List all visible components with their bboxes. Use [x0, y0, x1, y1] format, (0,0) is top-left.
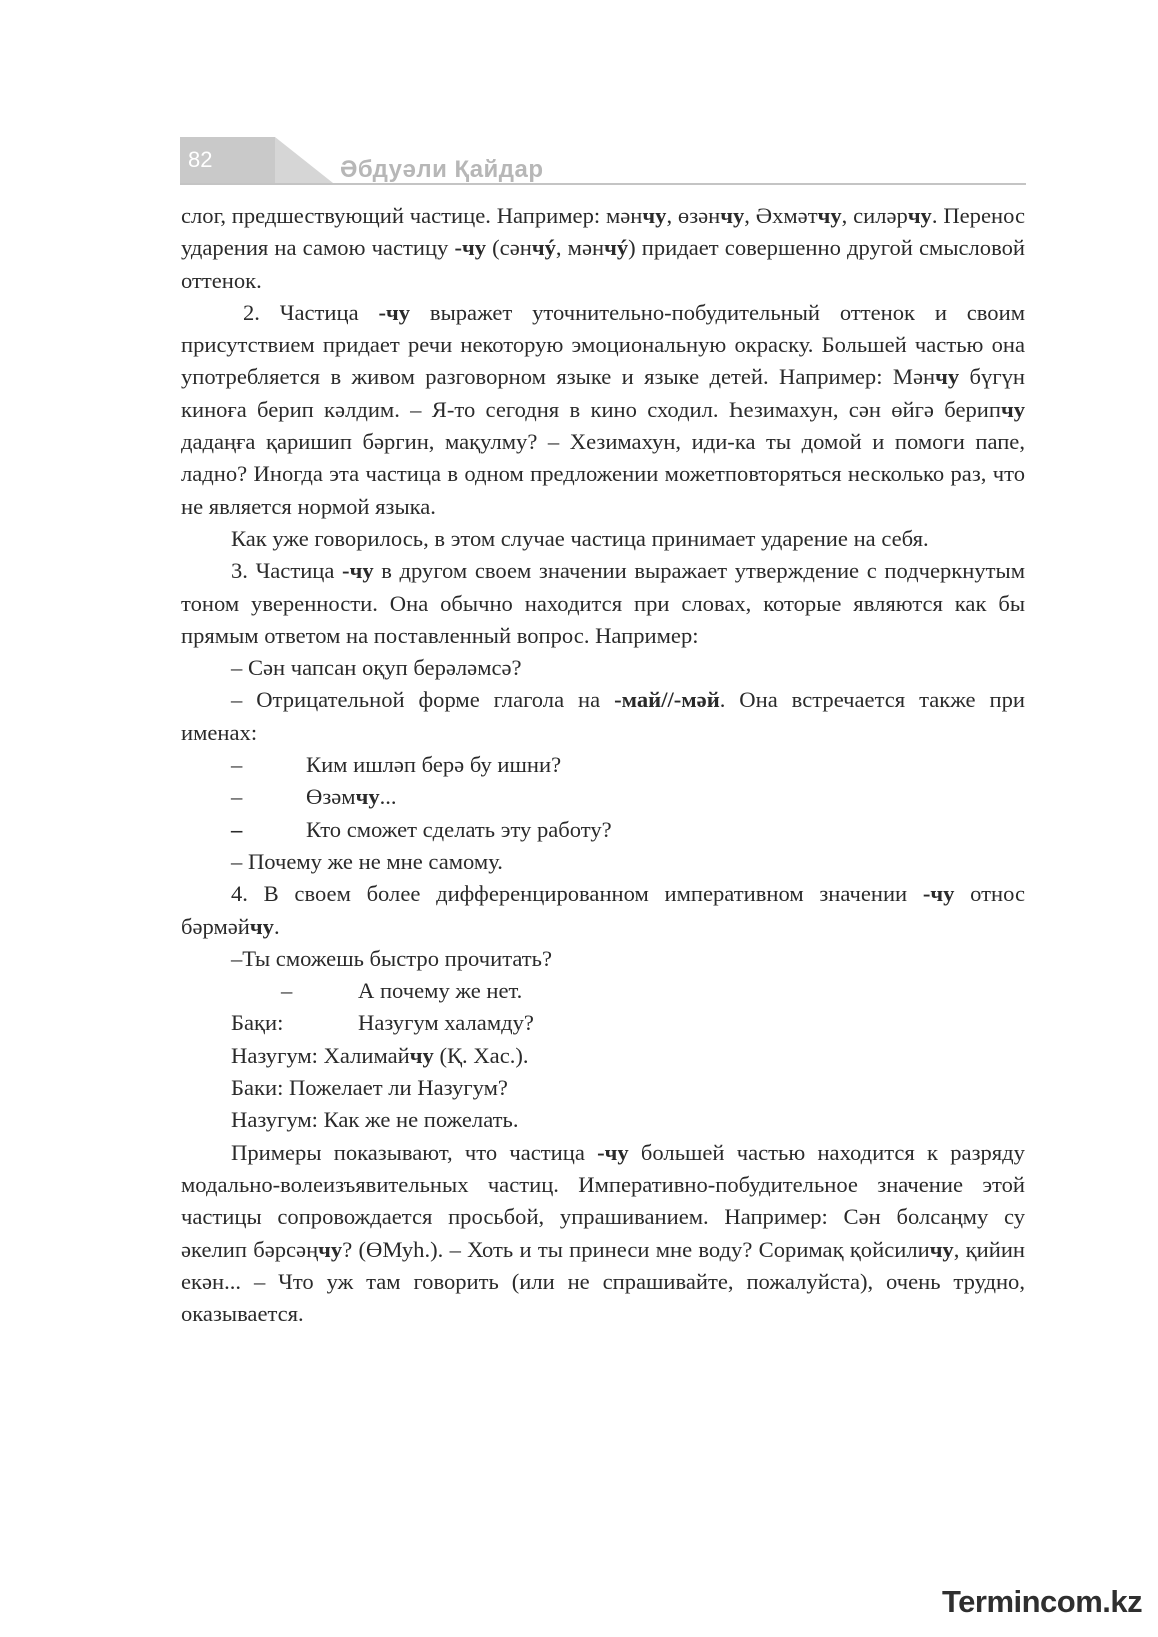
paragraph-2: 2. Частица -чу выражет уточнительно-побудительный оттенок и своим присутствием придает речи некоторую эмоциональную окраску. Большей частью она употребляется в живом разговорном языке и языке детей. Например: Мәнчу бүгүн киноға берип кәлдим. – Я-то сегодня в кино сходил. Һезимахун, сән өйгә берипчу дадаңға қаришип бәргин, мақулму? – Хезимахун, иди-ка ты домой и помоги папе, ладно? Иногда эта частица в одном предложении можетповторяться несколько раз, что не является нормой языка.: [181, 299, 1025, 519]
watermark: [942, 1584, 1142, 1620]
emphasis: -чу: [454, 235, 487, 261]
emphasis: чу: [907, 203, 932, 228]
emphasis: чу: [318, 1236, 343, 1262]
watermark-text: Termincom.kz: [942, 1584, 1143, 1619]
emphasis: чу: [817, 203, 842, 228]
dialogue-text: А почему же нет.: [358, 978, 523, 1004]
paragraph-4: 3. Частица -чу в другом своем значении выражает утверждение с подчеркнутым тоном уверенности. Она обычно находится при словах, которые являются как бы прямым ответом на поставленный вопрос. Например:: [181, 558, 1026, 648]
dialogue-text: Ким ишләп берә бу ишни?: [306, 752, 562, 778]
page-number: 82: [188, 147, 213, 172]
emphasis: чу: [929, 1236, 954, 1262]
paragraph-6: Примеры показывают, что частица -чу большей частью находится к разряду модально-волеизъявительных частиц. Императивно-побудительное значение этой частицы сопровождается просьбой, упрашиванием. Например: Сән болсаңму су әкелип бәрсәңчу? (ӨМуһ.). – Хоть и ты принеси мне воду? Соримақ қойсиличу, қийин екән... – Что уж там говорить (или не спрашивайте, пожалуйста), очень трудно, оказывается.: [181, 1139, 1025, 1327]
page-number-tab: [180, 137, 275, 183]
emphasis: -май//-мәй: [614, 687, 720, 713]
dialogue-answer: – Почему же не мне самому.: [231, 848, 503, 874]
dialogue-dash: –: [231, 784, 243, 810]
emphasis: -чу: [922, 881, 955, 907]
dialogue-line-5: [181, 1007, 1025, 1039]
emphasis: чу: [249, 913, 274, 939]
dialogue-line-4: [181, 975, 1025, 1007]
emphasis: -чу: [378, 299, 411, 325]
emphasis: чý: [531, 235, 556, 261]
dialogue-dash: –: [231, 816, 243, 842]
paragraph-3: Как уже говорилось, в этом случае частица принимает ударение на себя.: [231, 525, 929, 551]
paragraph-5: 4. В своем более дифференцированном императивном значении -чу относ бәрмәйчу.: [181, 881, 1025, 939]
paragraph-1: слог, предшествующий частице. Например: мәнчу, өзәнчу, Әхмәтчу, силәрчу. Перенос ударения на самою частицу -чу (сәнчý, мәнчý) придает совершенно другой смысловой оттенок.: [181, 203, 1025, 293]
dialogue-line-3: [181, 814, 1025, 846]
emphasis: чу: [355, 784, 380, 810]
speaker-label: Бақи:: [231, 1010, 284, 1036]
dialogue-text: Өзәмчу...: [306, 784, 397, 810]
header-wedge: [275, 137, 333, 183]
dialogue-line-1: [181, 749, 1025, 781]
emphasis: -чу: [597, 1139, 629, 1165]
emphasis: чý: [604, 235, 629, 261]
dialogue-line-2: [181, 781, 1025, 813]
dialogue-line-8: Назугум: Как же не пожелать.: [231, 1107, 519, 1133]
emphasis: чу: [720, 203, 745, 228]
emphasis: чу: [1000, 396, 1025, 422]
running-header: [180, 137, 1026, 187]
paragraph-negative-form: – Отрицательной форме глагола на -май//-мәй. Она встречается также при именах:: [181, 687, 1026, 745]
example-question: – Сән чапсан оқуп берәләмсә?: [231, 655, 522, 681]
header-rule: [180, 183, 1026, 185]
dialogue-text: Кто сможет сделать эту работу?: [306, 816, 612, 842]
dialogue-line-7: Баки: Пожелает ли Назугум?: [231, 1075, 508, 1101]
dialogue-line-6: Назугум: Халимайчу (Қ. Хас.).: [231, 1042, 529, 1068]
dialogue-text: Назугум халамду?: [358, 1010, 534, 1036]
dialogue-question: –Ты сможешь быстро прочитать?: [231, 945, 553, 971]
body-text: [181, 200, 1025, 1330]
dialogue-dash: –: [231, 752, 243, 778]
emphasis: чу: [642, 203, 667, 228]
emphasis: чу: [935, 364, 960, 390]
dialogue-dash: –: [281, 978, 293, 1004]
running-header-author: Әбдуәли Қайдар: [340, 156, 544, 183]
emphasis: -чу: [342, 558, 374, 584]
emphasis: чу: [409, 1042, 434, 1068]
